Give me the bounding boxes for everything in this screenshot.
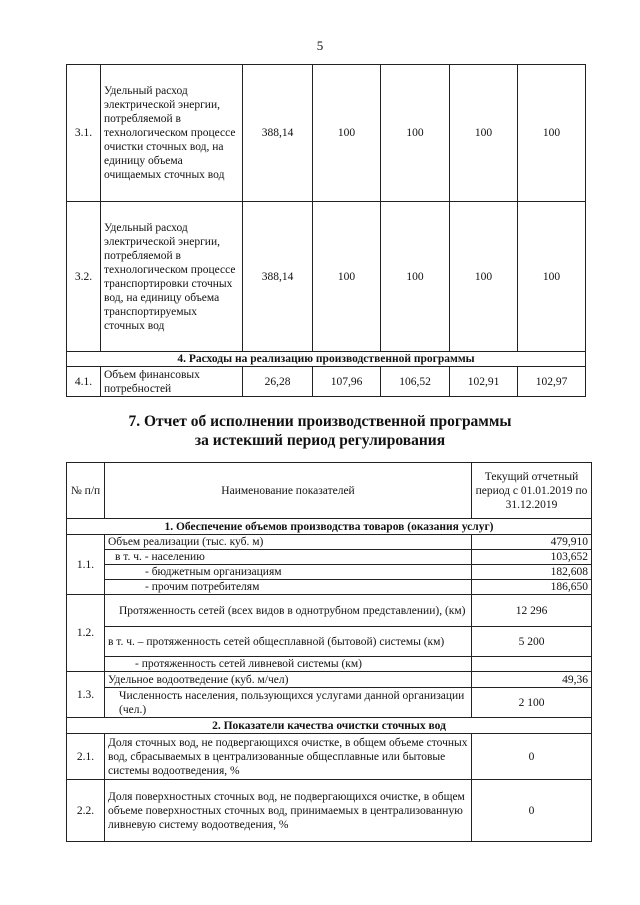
- value-cell: 0: [472, 734, 592, 780]
- value-cell: 2 100: [472, 688, 592, 718]
- indicator-name: в т. ч. – протяженность сетей общесплавной (бытовой) системы (км): [105, 627, 472, 657]
- value-cell: 100: [518, 65, 586, 202]
- table-row: [67, 595, 592, 627]
- table-row: [67, 550, 592, 565]
- row-number: 1.3.: [67, 672, 105, 718]
- value-cell: 100: [313, 202, 381, 352]
- value-cell: 0: [472, 780, 592, 842]
- continuation-table: [66, 64, 586, 397]
- value-cell: 100: [450, 202, 518, 352]
- row-number: 2.1.: [67, 734, 105, 780]
- indicator-name: Объем реализации (тыс. куб. м): [105, 535, 472, 550]
- section-heading: [0, 412, 640, 450]
- section-row: [67, 718, 592, 734]
- page-number: 5: [316, 38, 324, 53]
- table-row: [67, 672, 592, 688]
- value-cell: 388,14: [243, 202, 313, 352]
- indicator-name: Объем финансовых потребностей: [101, 367, 243, 397]
- section-row: [67, 519, 592, 535]
- section-title: 1. Обеспечение объемов производства товаров (оказания услуг): [67, 519, 592, 535]
- value-cell: [472, 657, 592, 672]
- row-number: 3.1.: [67, 65, 101, 202]
- value-cell: 103,652: [472, 550, 592, 565]
- table-row: [67, 580, 592, 595]
- indicator-name: в т. ч. - населению: [105, 550, 472, 565]
- indicator-name: Удельное водоотведение (куб. м/чел): [105, 672, 472, 688]
- value-cell: 26,28: [243, 367, 313, 397]
- header-period: Текущий отчетный период с 01.01.2019 по 31.12.2019: [472, 463, 592, 519]
- heading-line-2: за истекший период регулирования: [194, 432, 446, 449]
- indicator-name: - прочим потребителям: [105, 580, 472, 595]
- table-row: [67, 65, 586, 202]
- table-row: [67, 535, 592, 550]
- row-number: 1.2.: [67, 595, 105, 672]
- table-row: [67, 202, 586, 352]
- value-cell: 186,650: [472, 580, 592, 595]
- table-row: [67, 657, 592, 672]
- table-row: [67, 627, 592, 657]
- indicator-name: Удельный расход электрической энергии, потребляемой в технологическом процессе транспортировки сточных вод, на единицу объема транспортируемых сточных вод: [101, 202, 243, 352]
- table-row: [67, 565, 592, 580]
- table-row: [67, 734, 592, 780]
- value-cell: 107,96: [313, 367, 381, 397]
- report-table: [66, 462, 592, 842]
- table-row: [67, 367, 586, 397]
- value-cell: 100: [518, 202, 586, 352]
- section-row: [67, 352, 586, 367]
- value-cell: 102,97: [518, 367, 586, 397]
- indicator-name: - протяженность сетей ливневой системы (км): [105, 657, 472, 672]
- value-cell: 182,608: [472, 565, 592, 580]
- header-name: Наименование показателей: [105, 463, 472, 519]
- table-row: [67, 688, 592, 718]
- indicator-name: Удельный расход электрической энергии, потребляемой в технологическом процессе очистки сточных вод, на единицу объема очищаемых сточных вод: [101, 65, 243, 202]
- value-cell: 100: [381, 202, 450, 352]
- header-num: № п/п: [67, 463, 105, 519]
- value-cell: 100: [381, 65, 450, 202]
- value-cell: 100: [450, 65, 518, 202]
- indicator-name: Доля сточных вод, не подвергающихся очистке, в общем объеме сточных вод, сбрасываемых в централизованные общесплавные или бытовые системы водоотведения, %: [105, 734, 472, 780]
- value-cell: 12 296: [472, 595, 592, 627]
- section-title: 2. Показатели качества очистки сточных вод: [67, 718, 592, 734]
- row-number: 3.2.: [67, 202, 101, 352]
- row-number: 1.1.: [67, 535, 105, 595]
- indicator-name: Доля поверхностных сточных вод, не подвергающихся очистке, в общем объеме поверхностных сточных вод, принимаемых в централизованную ливневую систему водоотведения, %: [105, 780, 472, 842]
- value-cell: 100: [313, 65, 381, 202]
- value-cell: 106,52: [381, 367, 450, 397]
- value-cell: 388,14: [243, 65, 313, 202]
- table-row: [67, 780, 592, 842]
- value-cell: 49,36: [472, 672, 592, 688]
- heading-line-1: 7. Отчет об исполнении производственной программы: [128, 413, 512, 430]
- indicator-name: Численность населения, пользующихся услугами данной организации (чел.): [105, 688, 472, 718]
- table-header-row: [67, 463, 592, 519]
- row-number: 2.2.: [67, 780, 105, 842]
- value-cell: 479,910: [472, 535, 592, 550]
- value-cell: 5 200: [472, 627, 592, 657]
- indicator-name: - бюджетным организациям: [105, 565, 472, 580]
- row-number: 4.1.: [67, 367, 101, 397]
- section-title: 4. Расходы на реализацию производственной программы: [67, 352, 586, 367]
- indicator-name: Протяженность сетей (всех видов в однотрубном представлении), (км): [105, 595, 472, 627]
- value-cell: 102,91: [450, 367, 518, 397]
